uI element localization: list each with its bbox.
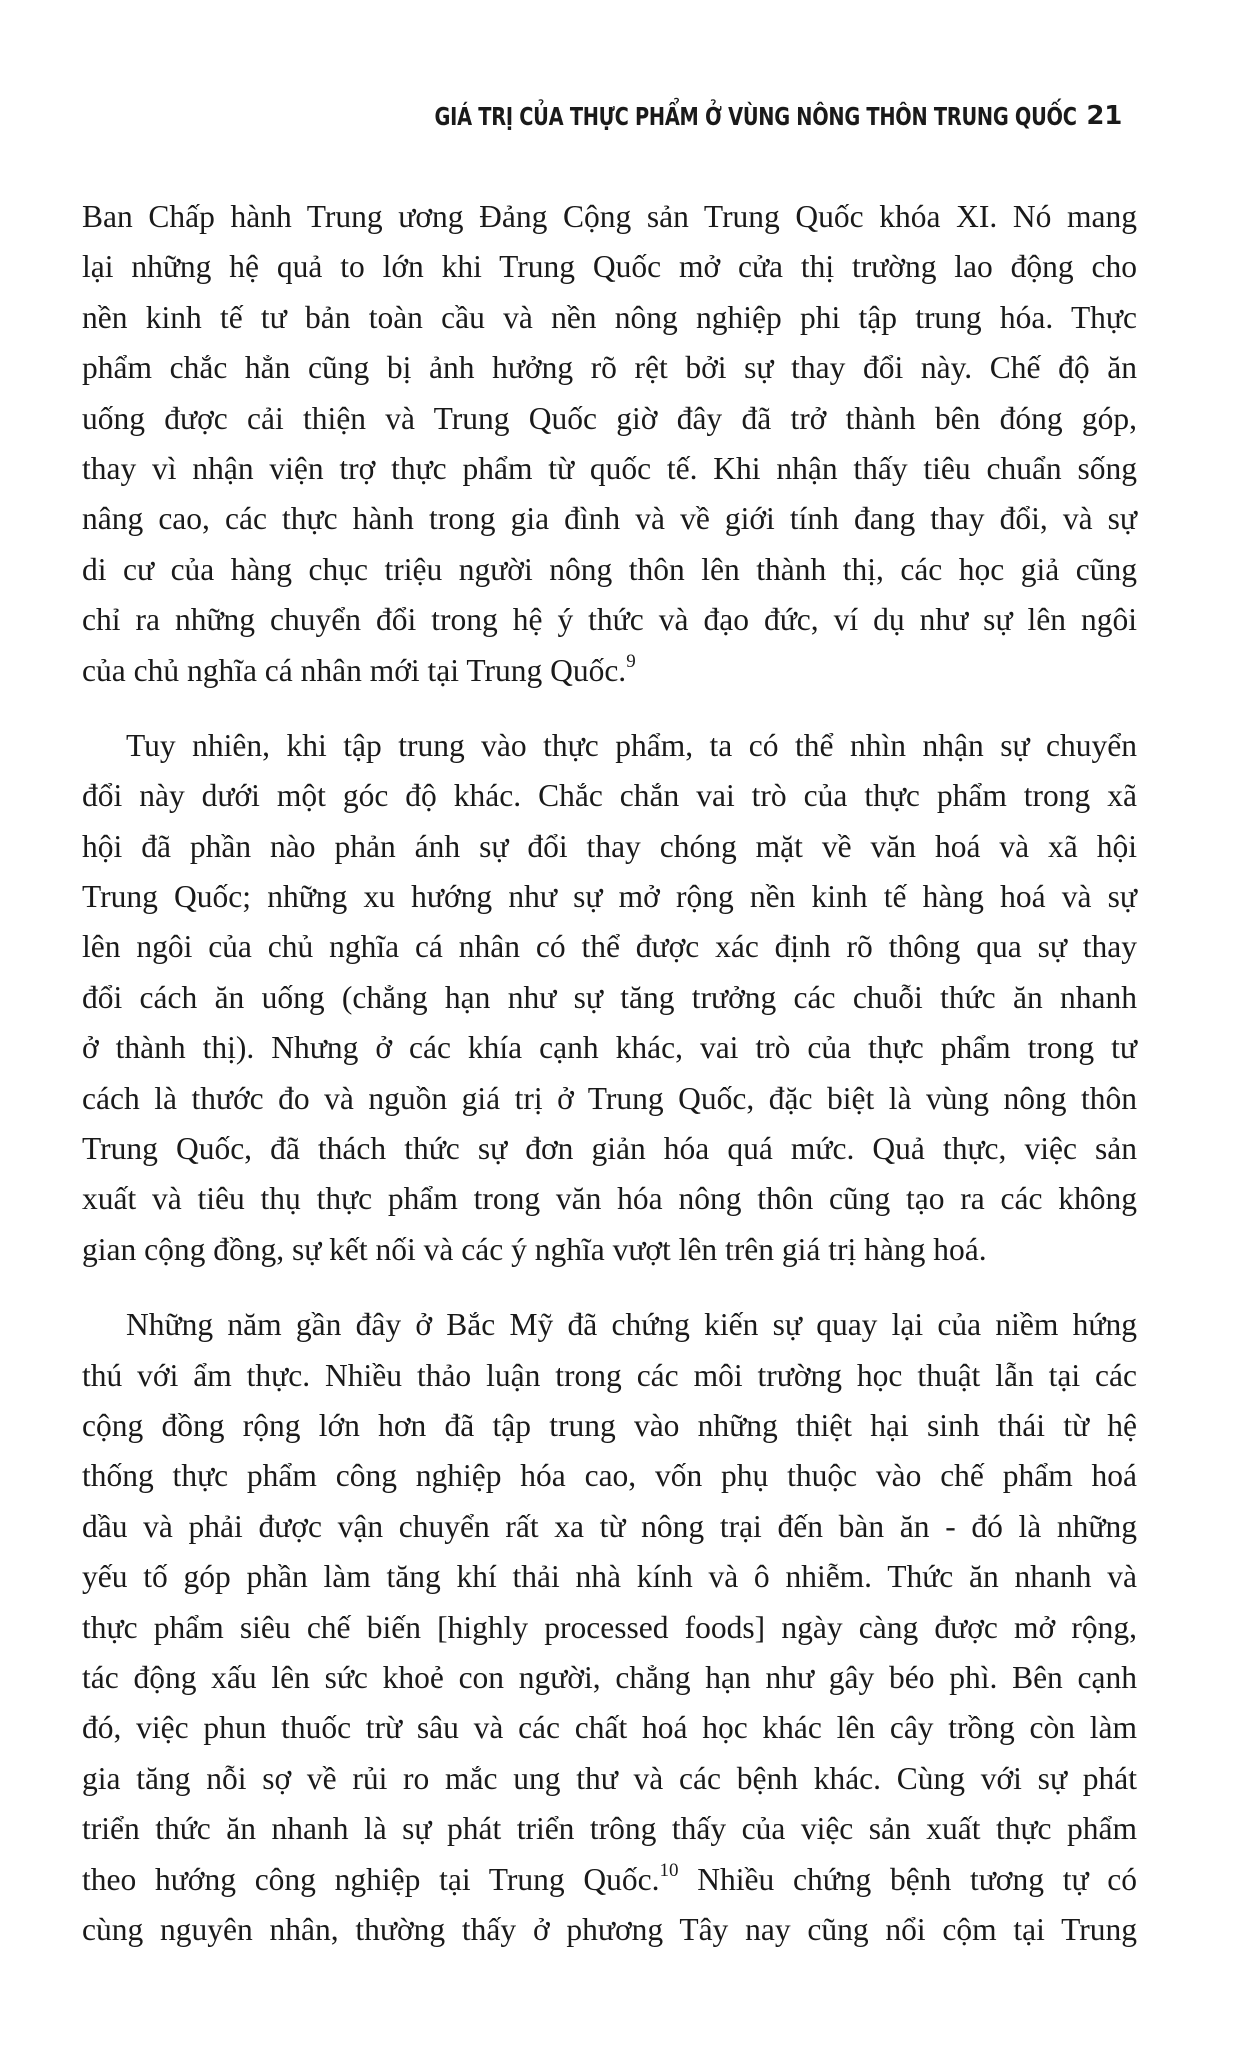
text-line: hội đã phần nào phản ánh sự đổi thay chóng mặt về văn hoá và xã hội bbox=[82, 828, 1137, 864]
text-line: ở thành thị). Nhưng ở các khía cạnh khác, vai trò của thực phẩm trong tư bbox=[82, 1030, 1137, 1066]
text-line: Trung Quốc; những xu hướng như sự mở rộng nền kinh tế hàng hoá và sự bbox=[82, 879, 1137, 915]
text-line: nền kinh tế tư bản toàn cầu và nền nông nghiệp phi tập trung hóa. Thực bbox=[82, 299, 1137, 335]
footnote-marker-10[interactable]: 10 bbox=[659, 1859, 679, 1881]
text-line: Trung Quốc, đã thách thức sự đơn giản hóa quá mức. Quả thực, việc sản bbox=[82, 1131, 1137, 1167]
text-line: phẩm chắc hẳn cũng bị ảnh hưởng rõ rệt bởi sự thay đổi này. Chế độ ăn bbox=[82, 350, 1137, 386]
text-line: lại những hệ quả to lớn khi Trung Quốc mở cửa thị trường lao động cho bbox=[82, 249, 1137, 285]
running-header bbox=[322, 96, 1122, 136]
text-line: cách là thước đo và nguồn giá trị ở Trung Quốc, đặc biệt là vùng nông thôn bbox=[82, 1080, 1137, 1116]
text-line: triển thức ăn nhanh là sự phát triển trông thấy của việc sản xuất thực phẩm bbox=[82, 1811, 1137, 1847]
text-line: đó, việc phun thuốc trừ sâu và các chất hoá học khác lên cây trồng còn làm bbox=[82, 1710, 1137, 1746]
text-line-last bbox=[82, 646, 1137, 696]
text-line: đổi này dưới một góc độ khác. Chắc chắn vai trò của thực phẩm trong xã bbox=[82, 778, 1137, 814]
text-line: chỉ ra những chuyển đổi trong hệ ý thức và đạo đức, ví dụ như sự lên ngôi bbox=[82, 602, 1137, 638]
text-line: di cư của hàng chục triệu người nông thôn lên thành thị, các học giả cũng bbox=[82, 551, 1137, 587]
text-line: đổi cách ăn uống (chẳng hạn như sự tăng trưởng các chuỗi thức ăn nhanh bbox=[82, 979, 1137, 1015]
text-line: cộng đồng rộng lớn hơn đã tập trung vào những thiệt hại sinh thái từ hệ bbox=[82, 1407, 1137, 1443]
text-line: tác động xấu lên sức khoẻ con người, chẳng hạn như gây béo phì. Bên cạnh bbox=[82, 1659, 1137, 1695]
text-fragment: Nhiều chứng bệnh tương tự có bbox=[678, 1861, 1137, 1897]
body-text bbox=[82, 192, 1137, 1955]
footnote-marker-9[interactable]: 9 bbox=[626, 650, 636, 672]
page-number: 21 bbox=[1086, 101, 1122, 131]
paragraph-2 bbox=[82, 721, 1137, 1275]
text-line: Ban Chấp hành Trung ương Đảng Cộng sản Trung Quốc khóa XI. Nó mang bbox=[82, 199, 1137, 234]
text-line: xuất và tiêu thụ thực phẩm trong văn hóa nông thôn cũng tạo ra các không bbox=[82, 1181, 1137, 1217]
text-line: dầu và phải được vận chuyển rất xa từ nông trại đến bàn ăn - đó là những bbox=[82, 1508, 1137, 1544]
text-line: cùng nguyên nhân, thường thấy ở phương Tây nay cũng nổi cộm tại Trung bbox=[82, 1911, 1137, 1947]
text-line-with-footnote bbox=[82, 1855, 1137, 1905]
text-line: thú với ẩm thực. Nhiều thảo luận trong các môi trường học thuật lẫn tại các bbox=[82, 1357, 1137, 1393]
paragraph-3 bbox=[82, 1300, 1137, 1955]
text-line: uống được cải thiện và Trung Quốc giờ đây đã trở thành bên đóng góp, bbox=[82, 400, 1137, 436]
text-fragment: theo hướng công nghiệp tại Trung Quốc. bbox=[82, 1861, 660, 1897]
text-line: thay vì nhận viện trợ thực phẩm từ quốc tế. Khi nhận thấy tiêu chuẩn sống bbox=[82, 450, 1137, 486]
text-line: lên ngôi của chủ nghĩa cá nhân có thể được xác định rõ thông qua sự thay bbox=[82, 929, 1137, 965]
text-line: gia tăng nỗi sợ về rủi ro mắc ung thư và các bệnh khác. Cùng với sự phát bbox=[82, 1760, 1137, 1796]
text-line: Những năm gần đây ở Bắc Mỹ đã chứng kiến sự quay lại của niềm hứng bbox=[126, 1307, 1137, 1343]
chapter-title: GIÁ TRỊ CỦA THỰC PHẨM Ở VÙNG NÔNG THÔN TRUNG QUỐC bbox=[434, 101, 1077, 131]
text-line: yếu tố góp phần làm tăng khí thải nhà kính và ô nhiễm. Thức ăn nhanh và bbox=[82, 1559, 1137, 1595]
text-line: thực phẩm siêu chế biến [highly processed foods] ngày càng được mở rộng, bbox=[82, 1609, 1137, 1645]
paragraph-1 bbox=[82, 192, 1137, 696]
text-line: Tuy nhiên, khi tập trung vào thực phẩm, ta có thể nhìn nhận sự chuyển bbox=[126, 727, 1137, 763]
text-line: nâng cao, các thực hành trong gia đình và về giới tính đang thay đổi, và sự bbox=[82, 501, 1137, 537]
text-line: gian cộng đồng, sự kết nối và các ý nghĩa vượt lên trên giá trị hàng hoá. bbox=[82, 1231, 987, 1267]
text-fragment: của chủ nghĩa cá nhân mới tại Trung Quốc. bbox=[82, 652, 627, 688]
text-line: thống thực phẩm công nghiệp hóa cao, vốn phụ thuộc vào chế phẩm hoá bbox=[82, 1458, 1137, 1494]
